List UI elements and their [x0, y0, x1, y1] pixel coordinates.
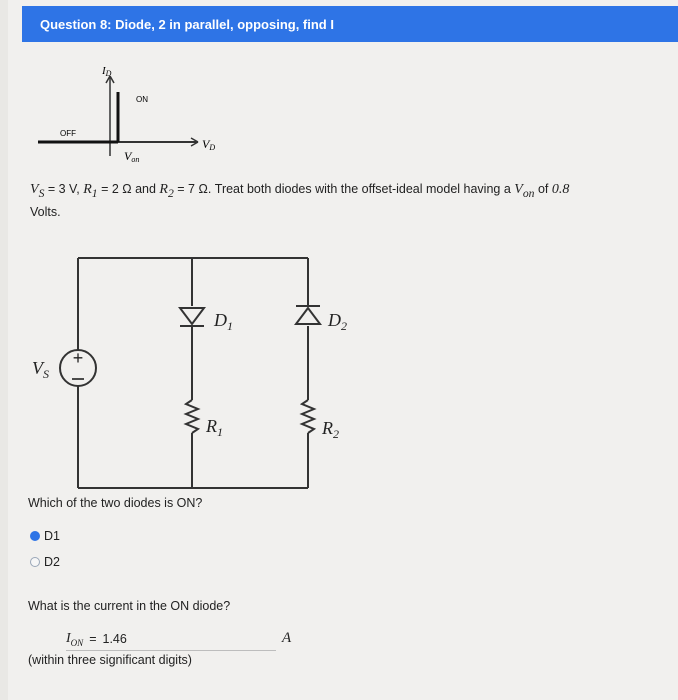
d2-diode	[296, 306, 320, 324]
svg-text:+: +	[72, 348, 84, 368]
diode-iv-graph	[28, 56, 228, 176]
option-d1[interactable]	[30, 529, 60, 543]
von-value: 0.8	[551, 182, 570, 197]
vs-value: = 3 V,	[44, 182, 84, 196]
r2-label: $R_2$	[322, 418, 339, 441]
d1-label: $D_1$	[214, 310, 233, 333]
problem-statement	[30, 180, 660, 222]
question-title: Question 8: Diode, 2 in parallel, opposing, find I	[40, 17, 334, 32]
answer-hint: (within three significant digits)	[28, 653, 192, 667]
graph-von-label: Von	[124, 149, 140, 164]
problem-line-2: Volts.	[30, 204, 61, 219]
graph-y-label: ID	[102, 65, 112, 78]
voltage-source	[60, 348, 96, 386]
graph-on-label: ON	[136, 95, 148, 104]
question-header	[22, 6, 678, 42]
graph-off-label: OFF	[60, 129, 76, 138]
d2-label: $D_2$	[328, 310, 347, 333]
answer-label: $I_{ON}$	[66, 630, 84, 648]
answer-unit: A	[282, 630, 292, 646]
problem-text-2: of	[534, 182, 552, 196]
r1-label: $R_1$	[206, 416, 223, 439]
radio-d1-selected[interactable]	[30, 531, 40, 541]
question-current: What is the current in the ON diode?	[28, 599, 231, 613]
von-symbol: $V_{on}$	[514, 182, 535, 200]
vs-symbol: $V_S$	[30, 182, 45, 200]
circuit-diagram	[28, 248, 368, 498]
r1-resistor	[186, 400, 198, 433]
problem-text: . Treat both diodes with the offset-ideal model having a	[207, 182, 515, 196]
d1-diode	[180, 308, 204, 326]
r1-value: = 2 Ω	[97, 182, 132, 196]
answer-value[interactable]: 1.46	[102, 632, 127, 646]
and-text: and	[131, 182, 160, 196]
radio-d2[interactable]	[30, 557, 40, 567]
answer-equals: =	[89, 632, 97, 646]
r2-resistor	[302, 400, 314, 433]
r2-symbol: $R_2$	[159, 182, 174, 200]
r2-value: = 7 Ω	[173, 182, 208, 196]
answer-field[interactable]	[66, 628, 276, 651]
r1-symbol: $R_1$	[83, 182, 98, 200]
option-d1-label: D1	[44, 529, 60, 543]
question-which-diode: Which of the two diodes is ON?	[28, 496, 203, 510]
graph-x-label: VD	[202, 137, 216, 152]
option-d2-label: D2	[44, 555, 60, 569]
option-d2[interactable]	[30, 555, 60, 569]
source-label: $V_S$	[32, 358, 49, 381]
